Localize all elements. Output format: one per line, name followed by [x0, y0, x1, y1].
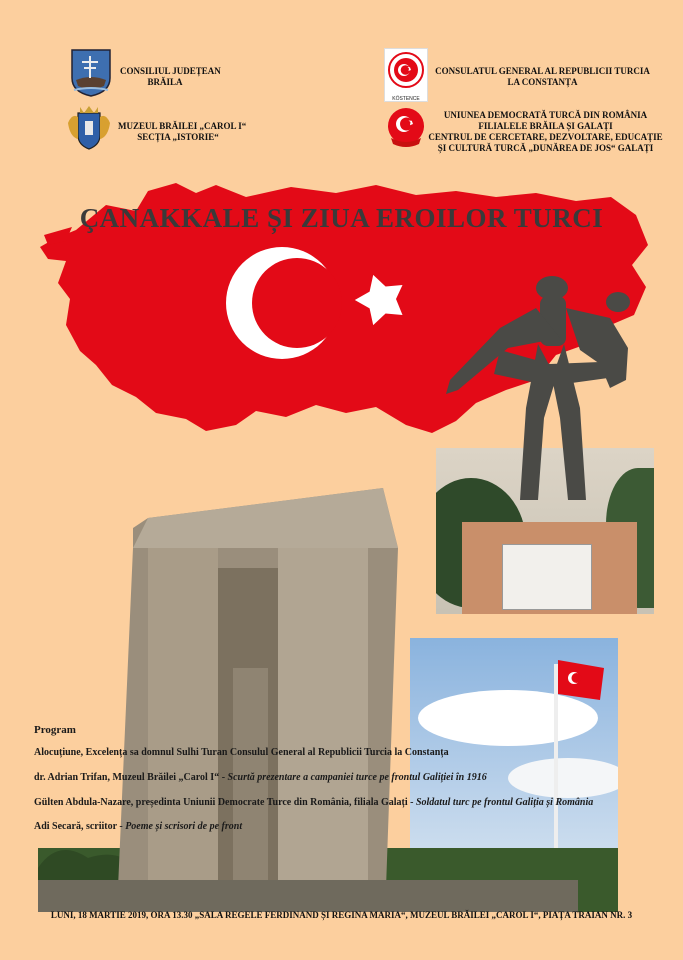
- org2-line1: MUZEUL BRĂILEI „CAROL I“: [118, 121, 247, 131]
- org1-line1: CONSILIUL JUDEȚEAN: [120, 66, 221, 76]
- consulate-seal-icon: [385, 49, 427, 91]
- event-details-footer: LUNI, 18 MARTIE 2019, ORA 13.30 „SALA REGELE FERDINAND ȘI REGINA MARIA“, MUZEUL BRĂILEI „CAROL I“, PIAȚA TRAIAN NR. 3: [50, 910, 633, 920]
- union-emblem-icon: [385, 106, 427, 152]
- program-item-2-topic: Scurtă prezentare a campaniei turce pe frontul Galiției în 1916: [227, 772, 487, 783]
- braila-county-coat-of-arms: [70, 48, 112, 98]
- org4-line1: UNIUNEA DEMOCRATĂ TURCĂ DIN ROMÂNIA: [443, 110, 648, 120]
- program-item-4: [34, 821, 242, 832]
- canakkale-memorial-photo: [38, 488, 618, 912]
- program-item-3: [34, 797, 593, 808]
- program-item-2: [34, 772, 487, 783]
- org4-line4: ȘI CULTURĂ TURCĂ „DUNĂREA DE JOS“ GALAȚI: [437, 143, 654, 153]
- org3-line1: CONSULATUL GENERAL AL REPUBLICII TURCIA: [435, 66, 650, 76]
- org3-line2: LA CONSTANȚA: [507, 77, 578, 87]
- program-item-2-speaker: dr. Adrian Trifan, Muzeul Brăilei „Carol I“ -: [34, 772, 228, 783]
- org2-line2: SECȚIA „ISTORIE“: [137, 132, 219, 142]
- org4-line2: FILIALELE BRĂILA ȘI GALAȚI: [478, 121, 613, 131]
- program-item-4-topic: Poeme și scrisori de pe front: [125, 821, 243, 832]
- program-item-3-topic: Soldatul turc pe frontul Galiția și România: [415, 797, 594, 808]
- museum-coat-of-arms: [64, 103, 114, 153]
- program-item-1-speaker: Alocuțiune, Excelența sa domnul Sulhi Turan Consulul General al Republicii Turcia la Constanța: [34, 747, 449, 758]
- org4-line3: CENTRUL DE CERCETARE, DEZVOLTARE, EDUCAȚIE: [428, 132, 663, 142]
- soldier-statue-figure: [440, 268, 640, 508]
- program-item-4-speaker: Adi Secară, scriitor -: [34, 821, 126, 832]
- consulate-logo: [384, 48, 428, 102]
- program-item-1: [34, 747, 449, 758]
- program-heading: Program: [34, 724, 76, 736]
- program-item-3-speaker: Gülten Abdula-Nazare, președinta Uniunii Democrate Turce din România, filiala Galați -: [34, 797, 416, 808]
- page-title: ÇANAKKALE ȘI ZIUA EROILOR TURCI: [79, 203, 604, 233]
- consulate-logo-text: KÖSTENCE: [392, 96, 420, 102]
- org1-line2: BRĂILA: [147, 77, 183, 87]
